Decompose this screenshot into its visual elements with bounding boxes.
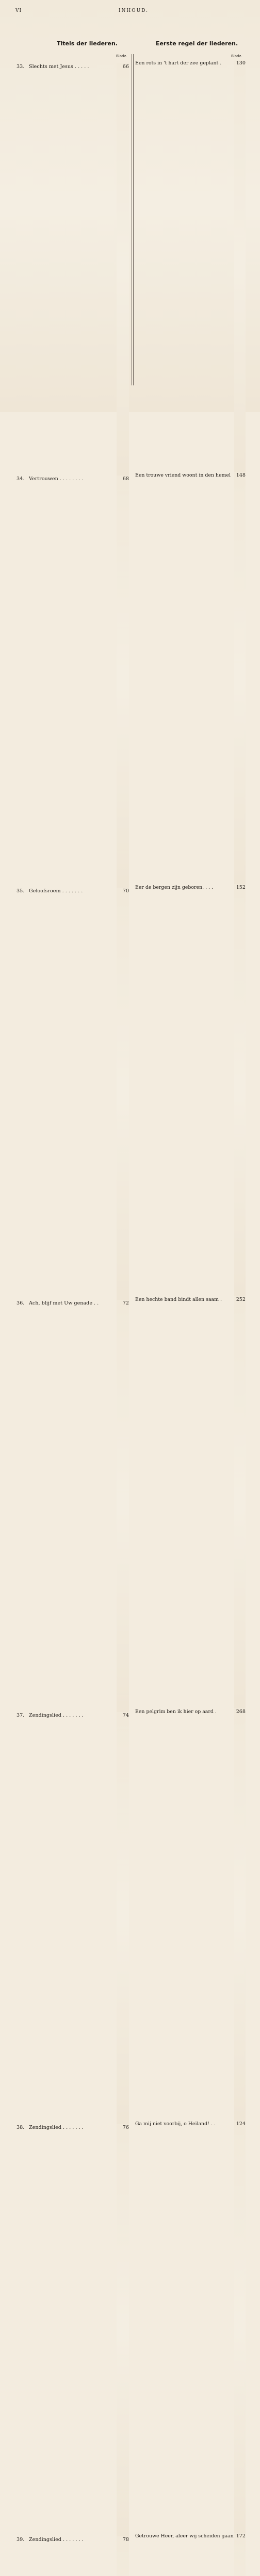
running-header: INHOUD. — [119, 8, 149, 13]
title-entry — [17, 476, 129, 888]
entry-page: 78 — [117, 2536, 129, 2576]
first-line-entry — [135, 472, 246, 884]
entry-number: 38. — [17, 2125, 25, 2130]
entry-title: Een pelgrim ben ik hier op aard . — [135, 1709, 217, 1715]
entry-number: 33. — [17, 64, 25, 70]
entry-page: 72 — [117, 1300, 129, 1712]
first-line-entry — [135, 2533, 246, 2576]
entry-page: 152 — [234, 884, 246, 1296]
entry-title: Zendingslied . . . . . . . — [29, 1713, 84, 1718]
entry-title: Een rots in 't hart der zee geplant . — [135, 60, 222, 66]
title-entry — [17, 2124, 129, 2536]
entry-title: Geloofsroem . . . . . . . — [29, 888, 83, 894]
entry-number: 39. — [17, 2537, 25, 2543]
title-entry — [17, 63, 129, 476]
first-line-entry — [135, 2121, 246, 2533]
entry-title: Getrouwe Heer, aleer wij scheiden gaan — [135, 2533, 234, 2539]
first-line-entry — [135, 1296, 246, 1708]
entry-page: 268 — [234, 1708, 246, 2121]
entry-page: 172 — [234, 2533, 246, 2576]
entry-title: Een hechte band bindt allen saam . — [135, 1297, 222, 1302]
entry-page: 70 — [117, 888, 129, 1300]
entry-title: Een trouwe vriend woont in den hemel — [135, 472, 231, 478]
left-page-label: Bladz. — [116, 54, 127, 58]
entry-page: 76 — [117, 2124, 129, 2536]
first-lines-list — [135, 60, 246, 2576]
entry-number: 35. — [17, 888, 25, 894]
title-entry — [17, 2536, 129, 2576]
entry-page: 66 — [117, 63, 129, 476]
column-divider — [132, 54, 133, 385]
first-line-entry — [135, 60, 246, 472]
entry-title: Ga mij niet voorbij, o Heiland! . . — [135, 2121, 216, 2127]
entry-page: 148 — [234, 472, 246, 884]
right-page-label: Bladz. — [231, 54, 242, 58]
title-entry — [17, 888, 129, 1300]
entry-number: 37. — [17, 1713, 25, 1718]
page-number: VI — [15, 8, 22, 13]
song-titles-list — [17, 63, 129, 2576]
entry-title: Eer de bergen zijn geboren. . . . — [135, 885, 213, 890]
entry-title: Vertrouwen . . . . . . . . — [29, 476, 84, 482]
entry-title: Slechts met Jesus . . . . . — [29, 64, 89, 70]
entry-page: 68 — [117, 476, 129, 888]
title-entry — [17, 1300, 129, 1712]
first-line-entry — [135, 1708, 246, 2121]
title-entry — [17, 1712, 129, 2124]
entry-title: Ach, blijf met Uw genade . . — [29, 1300, 99, 1306]
right-column-heading: Eerste regel der liederen. — [156, 40, 238, 47]
entry-number: 36. — [17, 1300, 25, 1306]
entry-page: 252 — [234, 1296, 246, 1708]
column-divider-inner — [133, 54, 134, 385]
left-column-heading: Titels der liederen. — [57, 40, 118, 47]
entry-page: 124 — [234, 2121, 246, 2533]
first-line-entry — [135, 884, 246, 1296]
entry-number: 34. — [17, 476, 25, 482]
entry-title: Zendingslied . . . . . . . — [29, 2537, 84, 2543]
entry-title: Zendingslied . . . . . . . — [29, 2125, 84, 2130]
entry-page: 130 — [234, 60, 246, 472]
entry-page: 74 — [117, 1712, 129, 2124]
